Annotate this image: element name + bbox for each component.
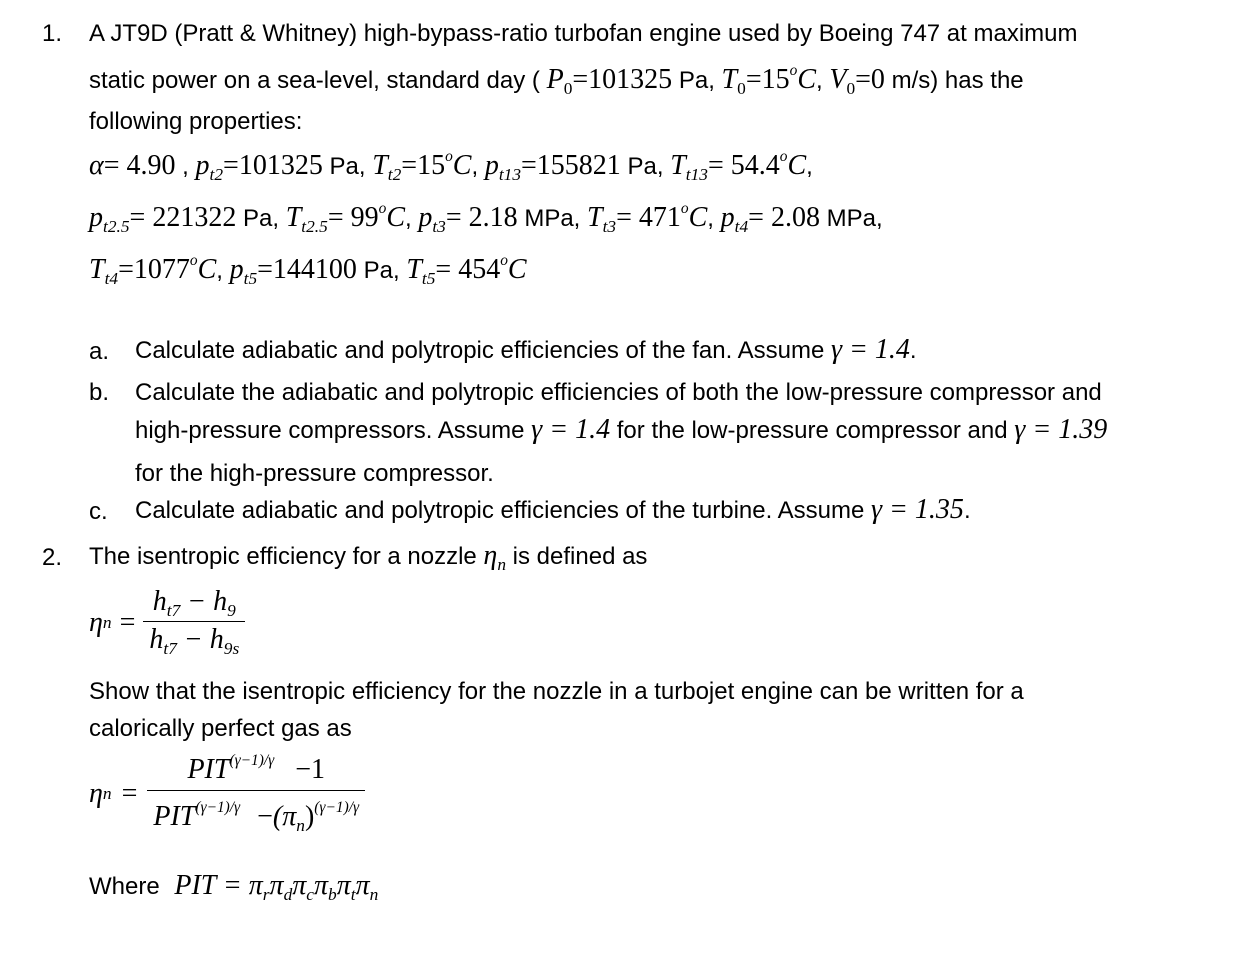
properties-row-3: $T_{t4}=1077^oC$, $p_{t5}=144100$ Pa, $T_{t5}= 454^oC$ (89, 252, 527, 289)
q1c-text: Calculate adiabatic and polytropic efficiencies of the turbine. Assume γ = 1.35. (135, 494, 971, 525)
q1-line1: A JT9D (Pratt & Whitney) high-bypass-ratio turbofan engine used by Boeing 747 at maximum (89, 20, 1078, 47)
q2-number: 2. (42, 544, 63, 571)
q1b-line3: for the high-pressure compressor. (135, 460, 494, 487)
q1-line3: following properties: (89, 108, 303, 135)
q2-line1: The isentropic efficiency for a nozzle $\eta_n$ is defined as (89, 540, 648, 575)
nozzle-efficiency-definition: η n = $\frac{h_{t7} - h_9}{h_{t7} - h_{9s}}$ (89, 586, 245, 659)
q1b-line1: Calculate the adiabatic and polytropic efficiencies of both the low-pressure compressor and (135, 379, 1102, 406)
nozzle-efficiency-result: η n = $\frac{PIT^{(\gamma-1)/\gamma} -1}{PIT^{(\gamma-1)/\gamma} -(\pi_n)^{(\gamma-1)/\gamma}}$ (89, 752, 365, 836)
definition-fraction: $\frac{h_{t7} - h_9}{h_{t7} - h_{9s}}$ (143, 586, 245, 659)
q1-line2: static power on a sea-level, standard day ( $P_0=101325$ Pa, $T_0=15^oC$, $V_0=0$ m/s) has the (89, 62, 1024, 99)
where-line: Where PIT = $\pi_r\pi_d\pi_c\pi_b\pi_t\pi_n$ (89, 870, 379, 905)
q1a-label: a. (89, 338, 110, 365)
properties-row-2: $p_{t2.5}= 221322$ Pa, $T_{t2.5}= 99^oC$, $p_{t3}= 2.18$ MPa, $T_{t3}= 471^oC$, $p_{t4}= 2.08$ MPa, (89, 200, 883, 237)
result-fraction: $\frac{PIT^{(\gamma-1)/\gamma} -1}{PIT^{(\gamma-1)/\gamma} -(\pi_n)^{(\gamma-1)/\gamma}}$ (147, 752, 365, 836)
q1a-text: Calculate adiabatic and polytropic efficiencies of the fan. Assume γ = 1.4. (135, 334, 917, 365)
q1-number: 1. (42, 20, 63, 47)
q1b-label: b. (89, 379, 110, 406)
q1c-label: c. (89, 498, 108, 525)
properties-row-1: α= 4.90 , $p_{t2}=101325$ Pa, $T_{t2}=15^oC$, $p_{t13}=155821$ Pa, $T_{t13}= 54.4^oC$, (89, 148, 813, 185)
q2-show-line2: calorically perfect gas as (89, 715, 352, 742)
q2-show-line1: Show that the isentropic efficiency for the nozzle in a turbojet engine can be written for a (89, 678, 1024, 705)
q1b-line2: high-pressure compressors. Assume γ = 1.4 for the low-pressure compressor and γ = 1.39 (135, 414, 1108, 445)
